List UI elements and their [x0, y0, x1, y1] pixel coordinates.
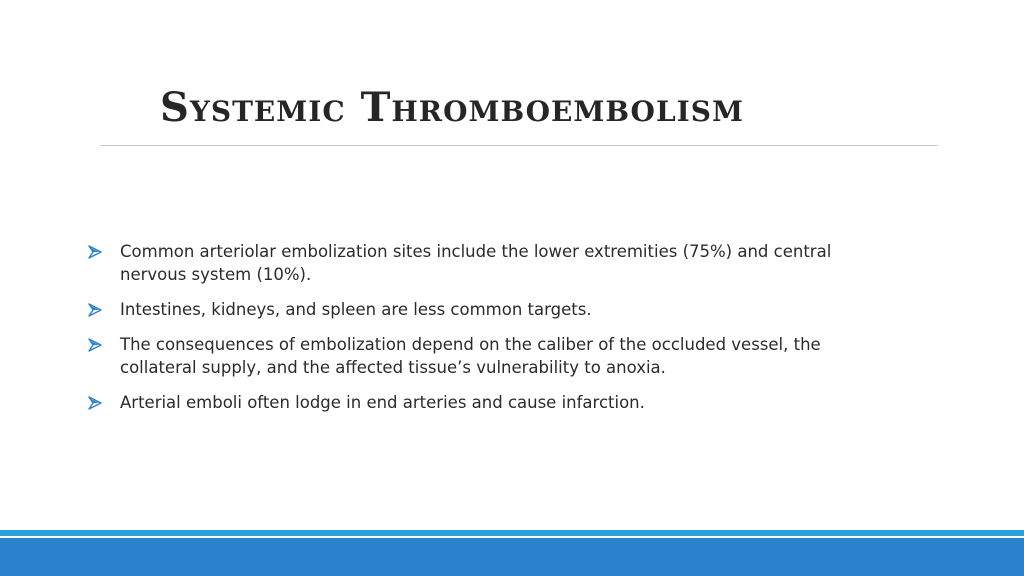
bullet-text: Common arteriolar embolization sites include the lower extremities (75%) and central nervous system (10%).: [120, 242, 832, 284]
bullet-item: [88, 298, 888, 321]
footer-accent-stripe: [0, 530, 1024, 536]
bullet-text: The consequences of embolization depend on the caliber of the occluded vessel, the collateral supply, and the affected tissue’s vulnerability to anoxia.: [120, 335, 821, 377]
bullet-item: [88, 391, 888, 414]
bullet-list: [88, 240, 888, 426]
bullet-text: Arterial emboli often lodge in end arteries and cause infarction.: [120, 393, 645, 412]
bullet-item: [88, 240, 888, 286]
footer-band: [0, 538, 1024, 576]
title-divider: [100, 145, 938, 146]
arrowhead-bullet-icon: [88, 396, 102, 410]
slide-title: Systemic Thromboembolism: [160, 84, 744, 131]
bullet-text: Intestines, kidneys, and spleen are less common targets.: [120, 300, 592, 319]
arrowhead-bullet-icon: [88, 303, 102, 317]
bullet-item: [88, 333, 888, 379]
arrowhead-bullet-icon: [88, 245, 102, 259]
arrowhead-bullet-icon: [88, 338, 102, 352]
